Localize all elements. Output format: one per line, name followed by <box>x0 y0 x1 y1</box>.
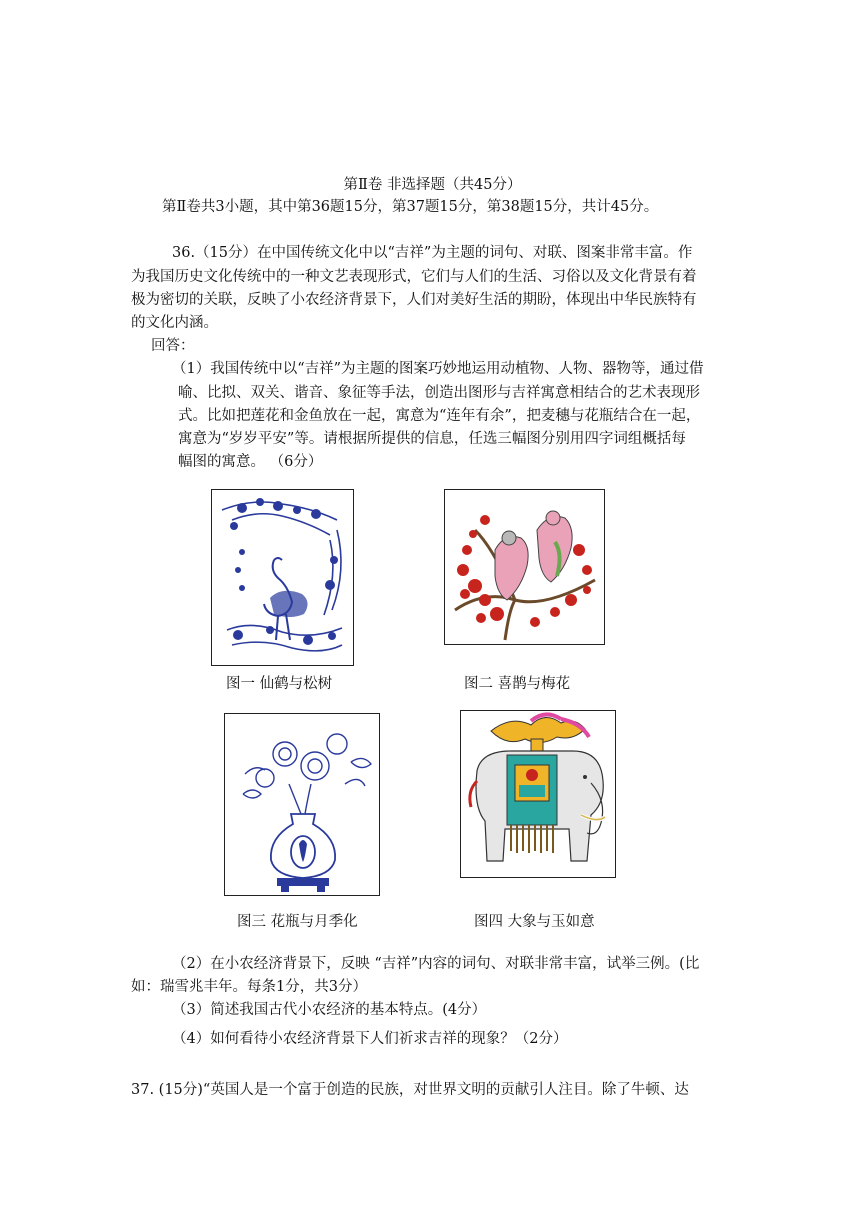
q36-intro-line-4: 的文化内涵。 <box>131 315 218 331</box>
figure-4-elephant-ruyi <box>460 710 616 878</box>
part1-line-3: 式。比如把莲花和金鱼放在一起，寓意为“连年有余”，把麦穗与花瓶结合在一起， <box>178 408 701 424</box>
part1-line-1: （1）我国传统中以“吉祥”为主题的图案巧妙地运用动植物、人物、器物等，通过借 <box>172 361 704 377</box>
figure-2-magpies-plum <box>444 489 605 645</box>
crane-pine-papercut-icon <box>212 490 353 665</box>
section-subtitle: 第Ⅱ卷共3小题，其中第36题15分，第37题15分，第38题15分，共计45分。 <box>162 199 659 215</box>
figure-2-caption: 图二 喜鹊与梅花 <box>464 676 571 692</box>
q36-intro-line-1: 36.（15分）在中国传统文化中以“吉祥”为主题的词句、对联、图案非常丰富。作 <box>172 245 693 261</box>
magpies-plum-blossom-icon <box>445 490 604 644</box>
part2-line-1: （2）在小农经济背景下，反映 “吉祥”内容的词句、对联非常丰富，试举三例。(比 <box>172 956 700 972</box>
figure-3-caption: 图三 花瓶与月季化 <box>237 914 358 930</box>
part1-line-4: 寓意为“岁岁平安”等。请根据所提供的信息，任选三幅图分别用四字词组概括每 <box>178 431 686 447</box>
q36-intro-line-2: 为我国历史文化传统中的一种文艺表现形式，它们与人们的生活、习俗以及文化背景有着 <box>131 269 697 285</box>
elephant-ruyi-icon <box>461 711 615 877</box>
part1-line-5: 幅图的寓意。 （6分） <box>178 454 323 470</box>
section-title: 第Ⅱ卷 非选择题（共45分） <box>343 177 522 193</box>
answer-label: 回答： <box>151 338 195 354</box>
q37-first-line: 37. (15分)“英国人是一个富于创造的民族，对世界文明的贡献引人注目。除了牛顿、达 <box>131 1082 689 1098</box>
figure-4-caption: 图四 大象与玉如意 <box>474 914 595 930</box>
q36-intro-line-3: 极为密切的关联，反映了小农经济背景下，人们对美好生活的期盼，体现出中华民族特有 <box>131 292 697 308</box>
figure-3-vase-rose <box>224 713 380 896</box>
part1-line-2: 喻、比拟、双关、谐音、象征等手法，创造出图形与吉祥寓意相结合的艺术表现形 <box>178 385 700 401</box>
figure-1-crane-pine <box>211 489 354 666</box>
part3-text: （3）简述我国古代小农经济的基本特点。(4分） <box>172 1002 487 1018</box>
part2-line-2: 如：瑞雪兆丰年。每条1分，共3分） <box>131 979 367 995</box>
part4-text: （4）如何看待小农经济背景下人们祈求吉祥的现象？（2分） <box>172 1031 568 1047</box>
figure-1-caption: 图一 仙鹤与松树 <box>226 676 333 692</box>
vase-china-rose-icon <box>225 714 379 895</box>
